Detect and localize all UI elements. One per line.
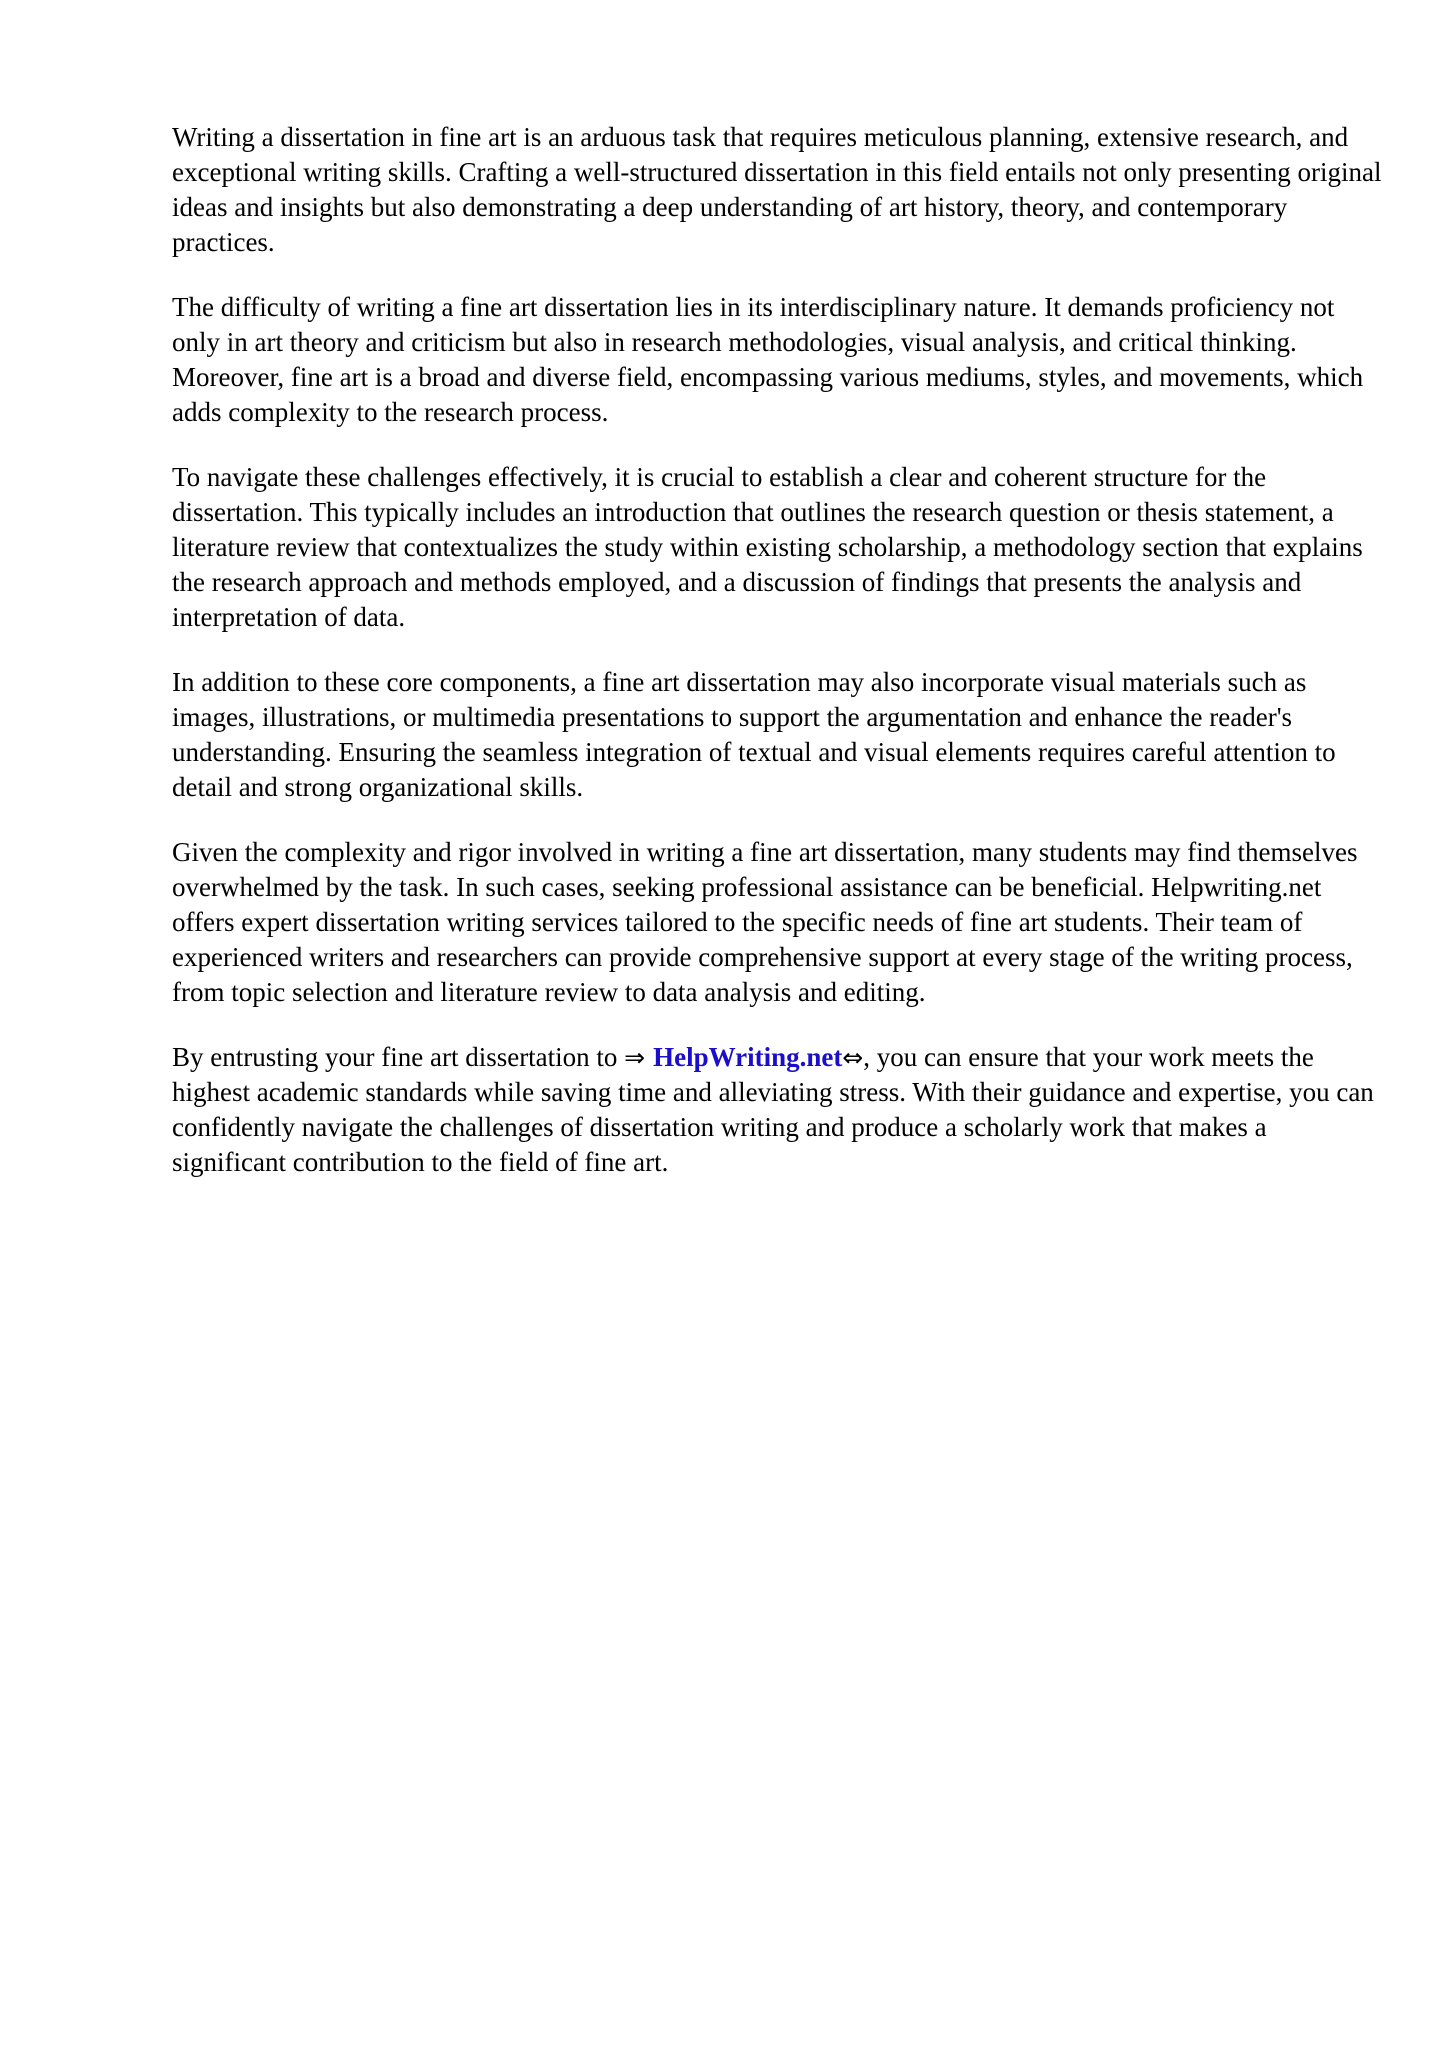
paragraph-visual-materials: In addition to these core components, a fine art dissertation may also incorporate visual materials such as images, illustrations, or multimedia presentations to support the argumentation and enhance the reader's understanding. Ensuring the seamless integration of textual and visual elements requires careful attention to detail and strong organizational skills. xyxy=(172,667,1336,802)
left-right-arrow-icon: ⇔ xyxy=(842,1043,864,1072)
right-arrow-icon: ⇒ xyxy=(624,1043,654,1072)
helpwriting-link[interactable]: HelpWriting.net xyxy=(653,1042,843,1072)
closing-text-after: , you can ensure that your work meets the highest academic standards while saving time and alleviating stress. With their guidance and expertise, you can confidently navigate the challenges of dissertation writing and produce a scholarly work that makes a significant contribution to the field of fine art. xyxy=(172,1042,1374,1177)
document-page xyxy=(172,120,1382,1210)
paragraph-assistance: Given the complexity and rigor involved in writing a fine art dissertation, many students may find themselves overwhelmed by the task. In such cases, seeking professional assistance can be beneficial. Helpwriting.net offers expert dissertation writing services tailored to the specific needs of fine art students. Their team of experienced writers and researchers can provide comprehensive support at every stage of the writing process, from topic selection and literature review to data analysis and editing. xyxy=(172,837,1358,1007)
closing-text-before: By entrusting your fine art dissertation to xyxy=(172,1042,625,1072)
paragraph-structure: To navigate these challenges effectively, it is crucial to establish a clear and coherent structure for the dissertation. This typically includes an introduction that outlines the research question or thesis statement, a literature review that contextualizes the study within existing scholarship, a methodology section that explains the research approach and methods employed, and a discussion of findings that presents the analysis and interpretation of data. xyxy=(172,462,1363,632)
paragraph-closing xyxy=(172,1040,1382,1180)
paragraph-difficulty: The difficulty of writing a fine art dissertation lies in its interdisciplinary nature. It demands proficiency not only in art theory and criticism but also in research methodologies, visual analysis, and critical thinking. Moreover, fine art is a broad and diverse field, encompassing various mediums, styles, and movements, which adds complexity to the research process. xyxy=(172,292,1364,427)
paragraph-intro: Writing a dissertation in fine art is an arduous task that requires meticulous planning, extensive research, and exceptional writing skills. Crafting a well-structured dissertation in this field entails not only presenting original ideas and insights but also demonstrating a deep understanding of art history, theory, and contemporary practices. xyxy=(172,122,1382,257)
